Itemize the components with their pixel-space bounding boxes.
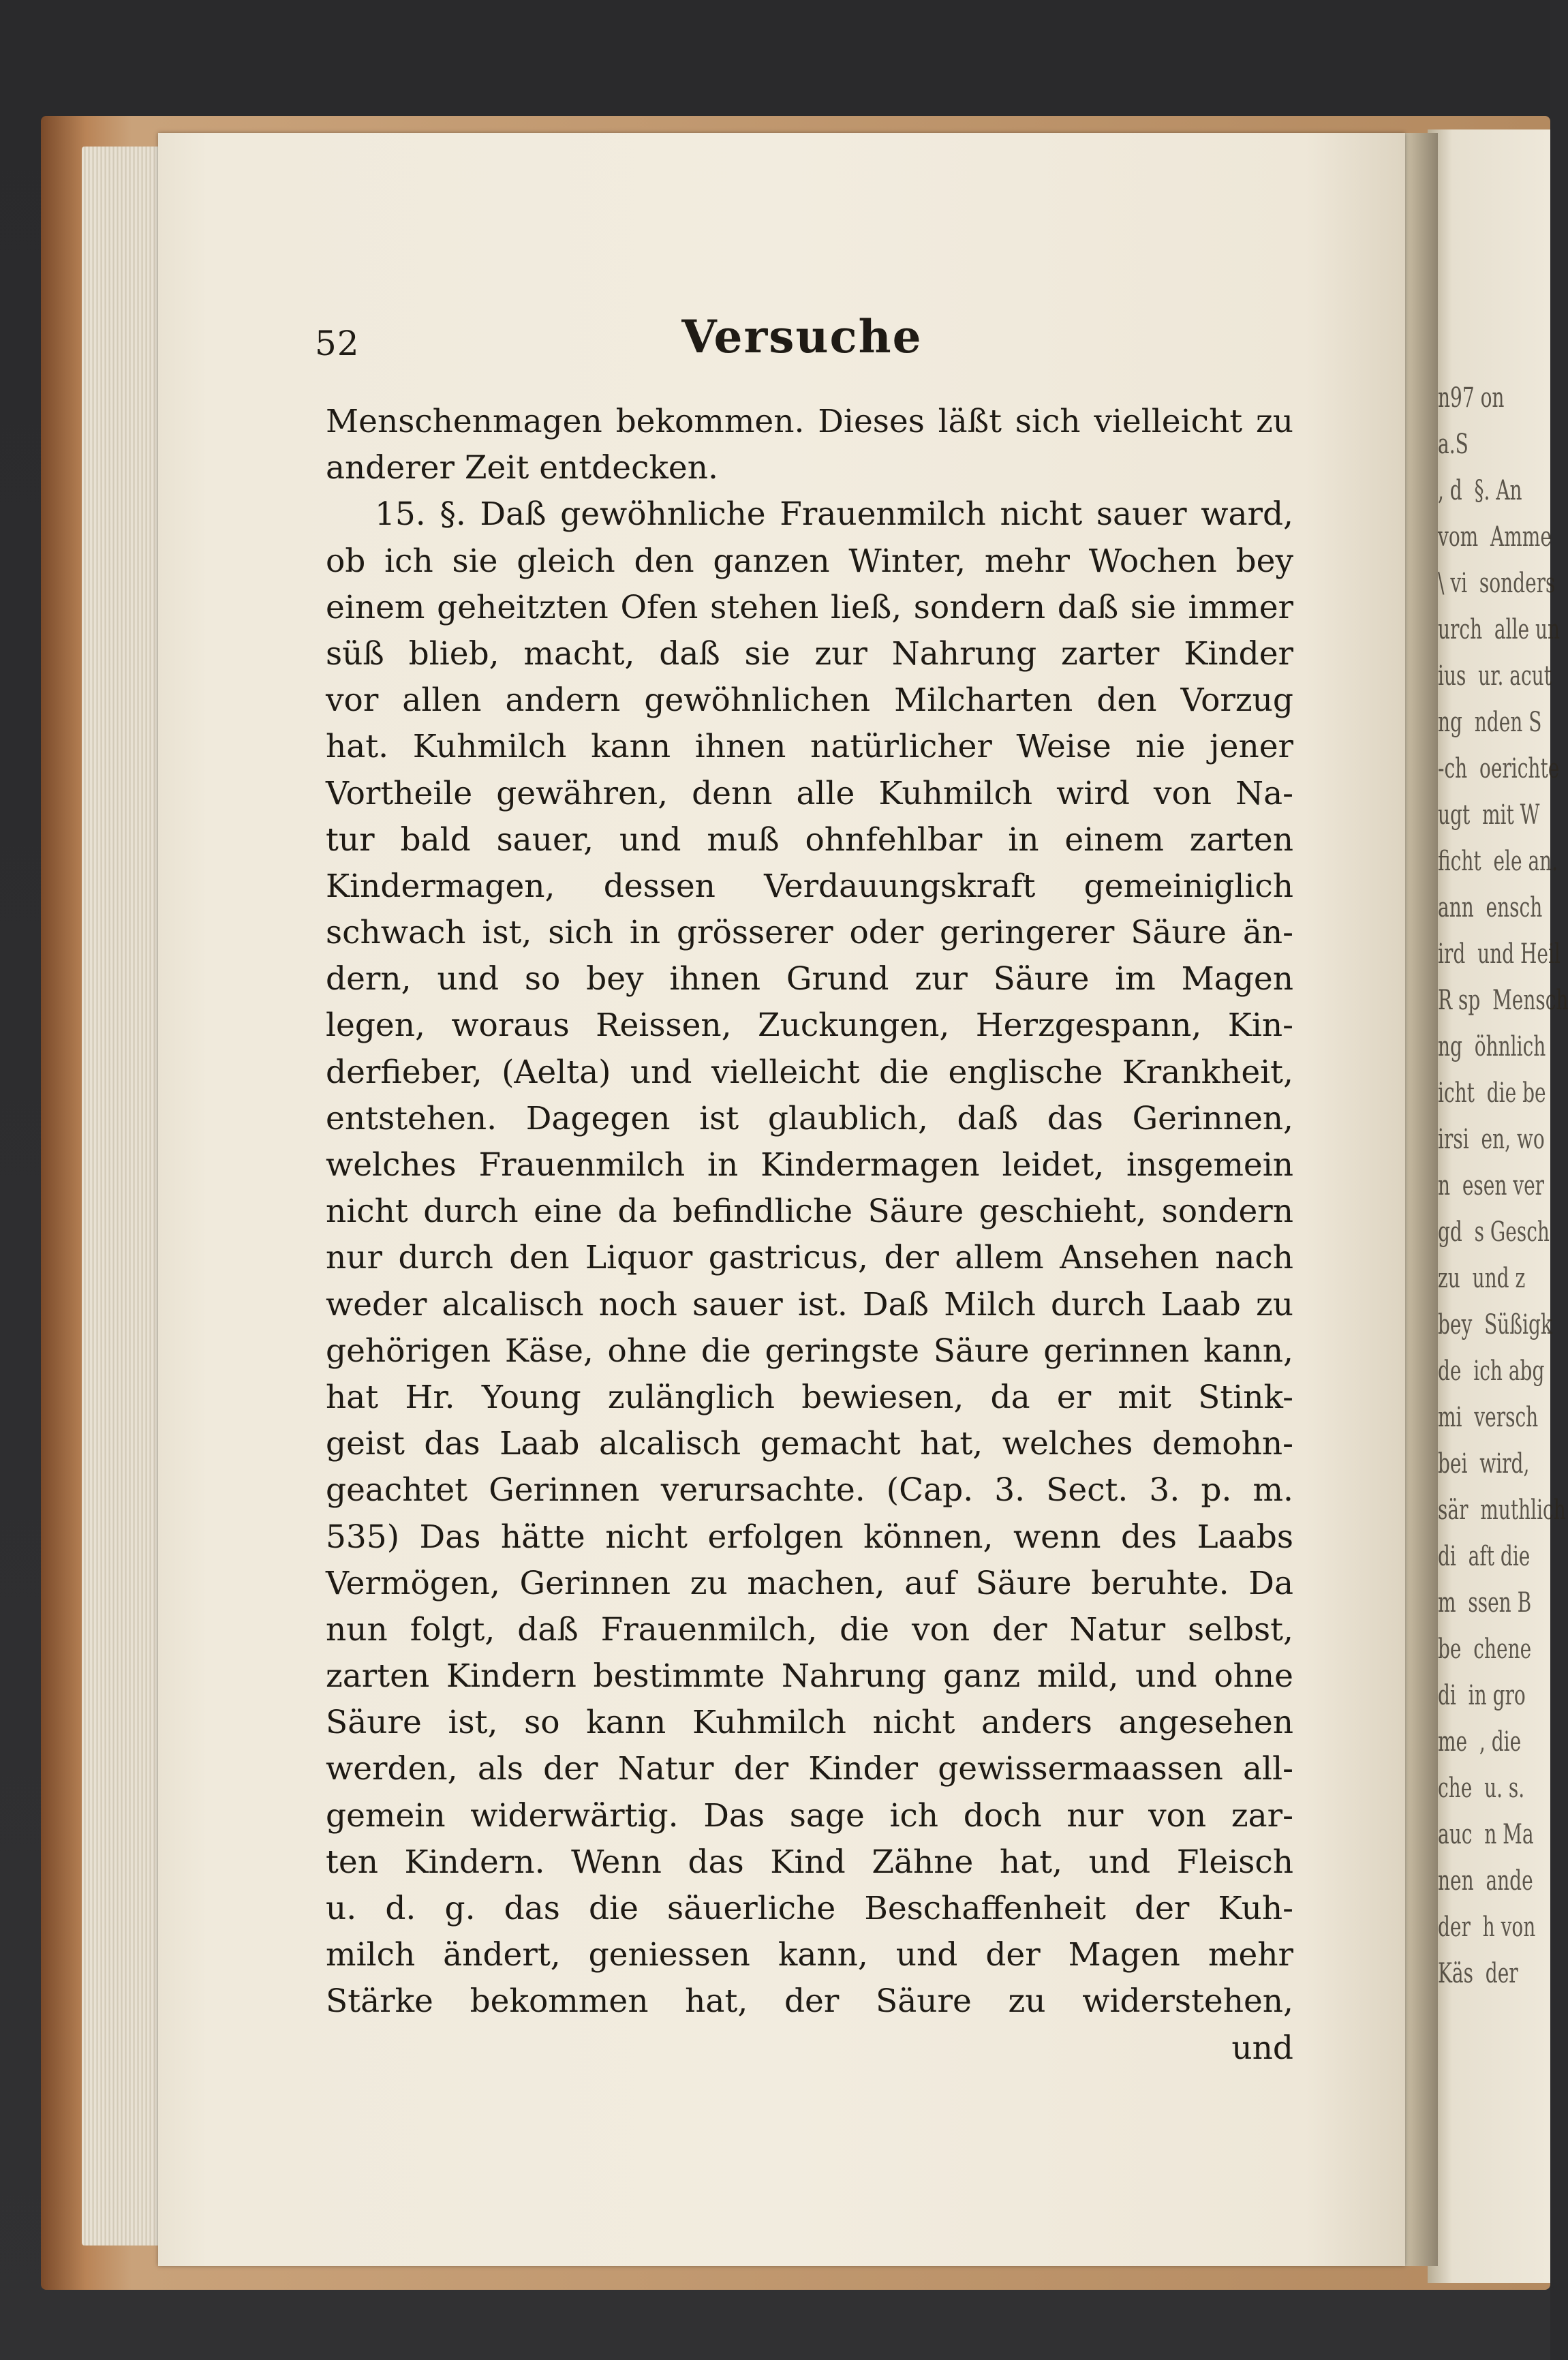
facing-line: ng öhnlich [1438,1031,1546,1062]
text-line: Säure ist, so kann Kuhmilch nicht anders angesehen [326,1704,1293,1742]
text-line: anderer Zeit entdecken. [326,449,718,487]
text-line: geist das Laab alcalisch gemacht hat, welches demohn- [326,1425,1293,1463]
facing-line: di aft die [1438,1541,1531,1572]
text-line: gemein widerwärtig. Das sage ich doch nur von zar- [326,1796,1293,1835]
facing-line: a.S [1438,429,1469,460]
text-line: nicht durch eine da befindliche Säure geschieht, sondern [326,1193,1293,1231]
text-line: geachtet Gerinnen verursachte. (Cap. 3. Sect. 3. p. m. [326,1471,1293,1510]
text-line: tur bald sauer, und muß ohnfehlbar in einem zarten [326,821,1293,859]
text-line: 15. §. Daß gewöhnliche Frauenmilch nicht sauer ward, [375,495,1293,534]
page-number: 52 [315,324,360,363]
facing-line: n esen ver [1438,1170,1545,1201]
facing-line: R sp Mensch [1438,985,1568,1016]
facing-line: ird und Heil [1438,938,1561,970]
text-line: milch ändert, geniessen kann, und der Magen mehr [326,1936,1293,1974]
text-line: u. d. g. das die säuerliche Beschaffenheit der Kuh- [326,1890,1293,1927]
text-line: Vermögen, Gerinnen zu machen, auf Säure beruhte. Da [326,1564,1293,1602]
facing-line: ng nden S [1438,707,1542,738]
facing-line: , d §. An [1438,475,1522,506]
facing-line: sär muthlich [1438,1495,1566,1526]
facing-line: Käs der [1438,1958,1518,1989]
facing-line: urch alle un [1438,614,1561,645]
text-line: nur durch den Liquor gastricus, der allem Ansehen nach [326,1239,1293,1277]
facing-line: de ich abg [1438,1355,1545,1387]
facing-line: ann ensch [1438,892,1543,923]
text-line: schwach ist, sich in grösserer oder geringerer Säure än- [326,914,1293,952]
facing-line: bey Süßigk [1438,1309,1552,1340]
facing-line: der h von [1438,1912,1536,1943]
facing-line: che u. s. [1438,1773,1525,1804]
facing-page-text [1438,375,1568,1997]
text-line: Vortheile gewähren, denn alle Kuhmilch wird von Na- [326,774,1293,812]
facing-line: m ssen B [1438,1587,1532,1619]
text-line: legen, woraus Reissen, Zuckungen, Herzgespann, Kin- [326,1007,1293,1045]
facing-line: icht die be [1438,1077,1546,1109]
facing-line: zu und z [1438,1263,1526,1294]
facing-line: di in gro [1438,1680,1526,1711]
text-line: hat Hr. Young zulänglich bewiesen, da er mit Stink- [326,1378,1293,1416]
facing-line: be chene [1438,1634,1532,1665]
text-line: dern, und so bey ihnen Grund zur Säure im Magen [326,960,1293,998]
facing-line: vom Amme [1438,521,1552,553]
facing-line: ugt mit W [1438,799,1540,831]
text-line: 535) Das hätte nicht erfolgen können, wenn des Laabs [326,1518,1293,1556]
page-header [315,303,1289,371]
facing-line: auc n Ma [1438,1819,1534,1850]
text-line: einem geheitzten Ofen stehen ließ, sondern daß sie immer [326,588,1293,626]
facing-line: irsi en, wo [1438,1124,1545,1155]
running-head: Versuche [681,310,923,363]
text-line: Stärke bekommen hat, der Säure zu widerstehen, [326,1982,1293,2021]
text-line: hat. Kuhmilch kann ihnen natürlicher Weise nie jener [326,728,1293,766]
facing-line: ficht ele an. [1438,846,1558,877]
catchword: und [1231,2029,1293,2067]
text-line: zarten Kindern bestimmte Nahrung ganz mild, und ohne [326,1657,1293,1696]
page-edges [82,147,164,2246]
text-line: ten Kindern. Wenn das Kind Zähne hat, und Fleisch [326,1843,1293,1881]
text-line: derfieber, (Aelta) und vielleicht die englische Krankheit, [326,1053,1293,1091]
facing-line: n97 on [1438,382,1505,414]
facing-line: bei wird, [1438,1448,1530,1480]
text-line: weder alcalisch noch sauer ist. Daß Milch durch Laab zu [326,1285,1293,1323]
text-line: gehörigen Käse, ohne die geringste Säure gerinnen kann, [326,1332,1293,1370]
facing-line: nen ande [1438,1865,1533,1897]
text-line: vor allen andern gewöhnlichen Milcharten den Vorzug [326,681,1293,720]
text-line: welches Frauenmilch in Kindermagen leidet, insgemein [326,1146,1293,1184]
text-line: nun folgt, daß Frauenmilch, die von der Natur selbst, [326,1610,1293,1649]
facing-line: me , die [1438,1726,1522,1758]
text-line: werden, als der Natur der Kinder gewissermaassen all- [326,1750,1293,1788]
text-line: Menschenmagen bekommen. Dieses läßt sich vielleicht zu [326,403,1293,440]
facing-line: \ vi sonders [1438,568,1556,599]
text-line: entstehen. Dagegen ist glaublich, daß das Gerinnen, [326,1099,1293,1137]
facing-line: -ch oerichte [1438,753,1560,784]
text-line: ob ich sie gleich den ganzen Winter, mehr Wochen bey [326,542,1293,580]
facing-line: ius ur. acut [1438,660,1552,692]
facing-line: mi versch [1438,1402,1539,1433]
text-line: Kindermagen, dessen Verdauungskraft gemeiniglich [326,867,1293,905]
text-line: süß blieb, macht, daß sie zur Nahrung zarter Kinder [326,634,1293,673]
body-text [326,399,1293,2072]
facing-line: gd s Gesch [1438,1216,1550,1248]
